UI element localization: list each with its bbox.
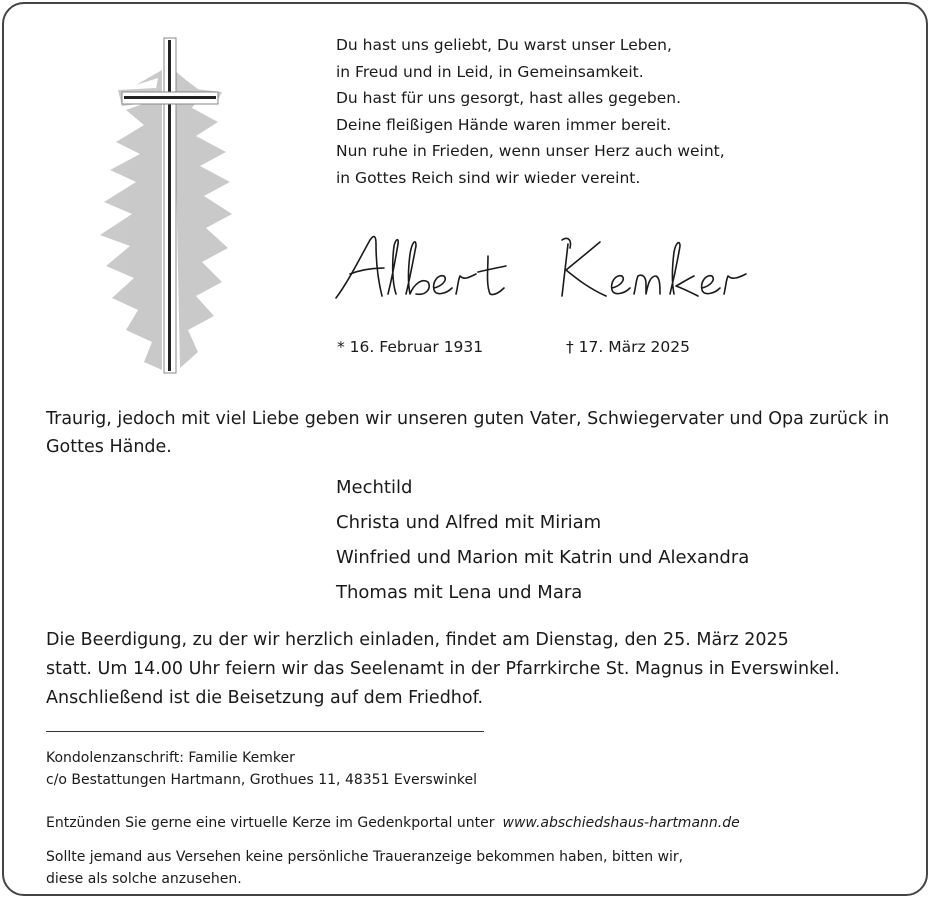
funeral-details xyxy=(46,626,916,713)
funeral-line: Anschließend ist die Beisetzung auf dem Friedhof. xyxy=(46,688,484,708)
memorial-portal xyxy=(46,812,740,834)
divider xyxy=(46,731,484,732)
birth-date: * 16. Februar 1931 xyxy=(337,338,484,356)
remark-line: diese als solche anzusehen. xyxy=(46,871,242,887)
poem-line: Du hast für uns gesorgt, hast alles gegeben. xyxy=(336,89,682,107)
condolence-address xyxy=(46,747,477,791)
name-signature xyxy=(330,222,770,312)
poem xyxy=(336,32,725,191)
portal-link[interactable]: www.abschiedshaus-hartmann.de xyxy=(502,815,740,831)
intro-text: Traurig, jedoch mit viel Liebe geben wir unseren guten Vater, Schwiegervater und Opa zurück in Gottes Hände. xyxy=(46,409,890,457)
funeral-line: Die Beerdigung, zu der wir herzlich einladen, findet am Dienstag, den 25. März 2025 xyxy=(46,630,789,650)
family-member: Thomas mit Lena und Mara xyxy=(336,582,583,603)
poem-line: in Freud und in Leid, in Gemeinsamkeit. xyxy=(336,62,644,81)
condolence-line: Kondolenzanschrift: Familie Kemker xyxy=(46,750,295,766)
poem-line: Nun ruhe in Frieden, wenn unser Herz auch weint, xyxy=(336,142,725,160)
poem-line: Du hast uns geliebt, Du warst unser Leben, xyxy=(336,36,672,54)
family-list xyxy=(336,470,749,610)
portal-text: Entzünden Sie gerne eine virtuelle Kerze im Gedenkportal unter xyxy=(46,815,495,831)
family-member: Mechtild xyxy=(336,477,413,498)
cross-icon xyxy=(96,30,236,380)
condolence-line: c/o Bestattungen Hartmann, Grothues 11, 48351 Everswinkel xyxy=(46,772,478,788)
notice-remark xyxy=(46,846,683,890)
funeral-line: statt. Um 14.00 Uhr feiern wir das Seelenamt in der Pfarrkirche St. Magnus in Everswinkel. xyxy=(46,659,840,679)
family-member: Christa und Alfred mit Miriam xyxy=(336,512,602,533)
remark-line: Sollte jemand aus Versehen keine persönliche Traueranzeige bekommen haben, bitten wir, xyxy=(46,849,684,865)
family-member: Winfried und Marion mit Katrin und Alexandra xyxy=(336,547,750,568)
death-date: † 17. März 2025 xyxy=(566,338,691,356)
poem-line: Deine fleißigen Hände waren immer bereit. xyxy=(336,115,672,134)
poem-line: in Gottes Reich sind wir wieder vereint. xyxy=(336,168,641,187)
